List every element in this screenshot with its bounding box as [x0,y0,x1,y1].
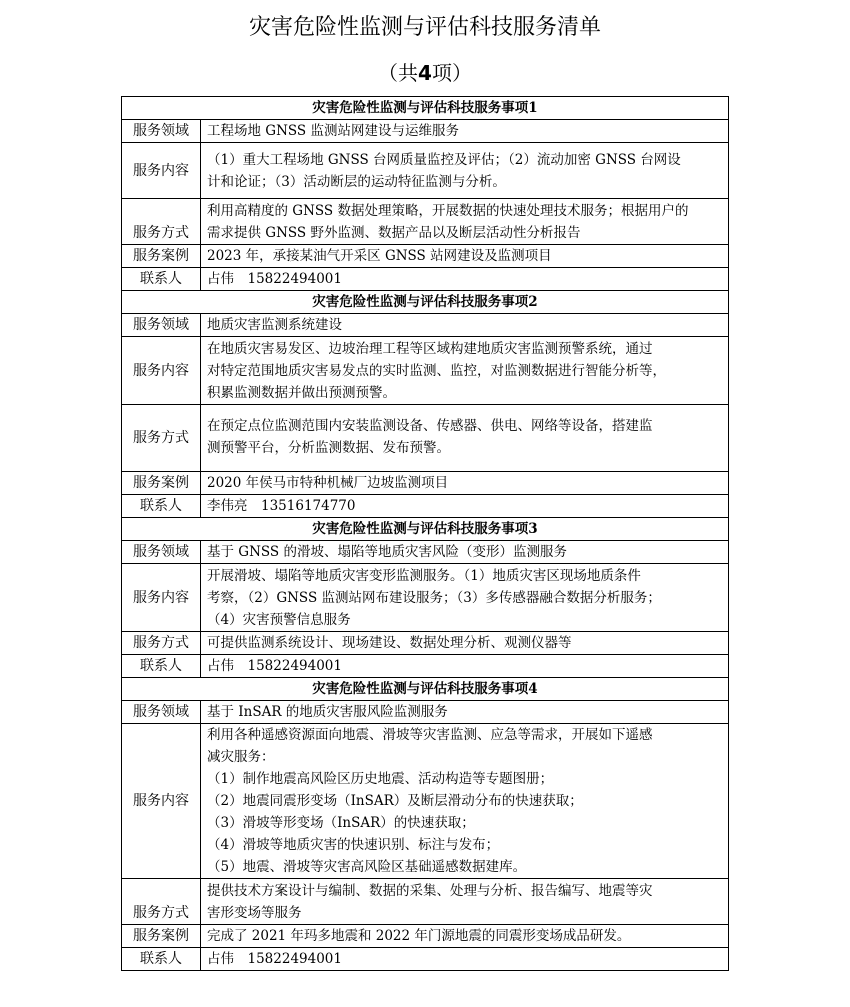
item-count-prefix: （共 [378,61,419,85]
domain-row [122,120,729,143]
item-header: 灾害危险性监测与评估科技服务事项4 [122,678,729,701]
text-line: 需求提供 GNSS 野外监测、数据产品以及断层活动性分析报告 [207,224,581,241]
text-line: 开展滑坡、塌陷等地质灾害变形监测服务。（1）地质灾害区现场地质条件 [207,567,641,584]
case-label: 服务案例 [122,245,201,268]
domain-row [122,314,729,337]
method-row [122,199,729,245]
text-line: 对特定范围地质灾害易发点的实时监测、监控，对监测数据进行智能分析等， [207,362,666,379]
text-line: 害形变场等服务 [207,904,302,921]
contact-row [122,495,729,518]
document-title: 灾害危险性监测与评估科技服务清单 [248,15,601,40]
text-line: （1）重大工程场地 GNSS 台网质量监控及评估；（2）流动加密 GNSS 台网设 [207,151,681,168]
item-count [0,58,850,88]
item-header: 灾害危险性监测与评估科技服务事项2 [122,291,729,314]
item-header-row [122,518,729,541]
domain-value: 工程场地 GNSS 监测站网建设与运维服务 [201,120,729,143]
contact-value: 李伟亮 13516174770 [201,495,729,518]
domain-label: 服务领域 [122,314,201,337]
text-line: （4）灾害预警信息服务 [207,611,351,628]
content-value [201,724,729,879]
text-line: 在地质灾害易发区、边坡治理工程等区域构建地质灾害监测预警系统，通过 [207,340,653,357]
text-line: 积累监测数据并做出预测预警。 [207,384,396,401]
content-row [122,337,729,405]
text-line: 测预警平台，分析监测数据、发布预警。 [207,440,450,456]
content-row [122,564,729,632]
domain-label: 服务领域 [122,541,201,564]
contact-row [122,268,729,291]
content-row [122,143,729,199]
item-count-number: 4 [418,61,432,85]
item-header-row [122,291,729,314]
method-label: 服务方式 [122,632,201,655]
text-line: （3）滑坡等形变场（InSAR）的快速获取； [207,815,475,831]
case-label: 服务案例 [122,925,201,948]
content-value [201,337,729,405]
contact-row [122,948,729,971]
case-value: 2020 年侯马市特种机械厂边坡监测项目 [201,472,729,495]
text-line: （2）地震同震形变场（InSAR）及断层滑动分布的快速获取； [207,793,583,809]
contact-label: 联系人 [122,948,201,971]
method-row [122,405,729,472]
content-label: 服务内容 [122,337,201,405]
item-header: 灾害危险性监测与评估科技服务事项3 [122,518,729,541]
method-label: 服务方式 [122,405,201,472]
item-header-row [122,678,729,701]
method-row [122,879,729,925]
contact-value: 占伟 15822494001 [201,948,729,971]
content-row [122,724,729,879]
contact-value: 占伟 15822494001 [201,655,729,678]
item-header: 灾害危险性监测与评估科技服务事项1 [122,97,729,120]
text-line: 提供技术方案设计与编制、数据的采集、处理与分析、报告编写、地震等灾 [207,882,653,899]
domain-value: 地质灾害监测系统建设 [201,314,729,337]
case-value: 完成了 2021 年玛多地震和 2022 年门源地震的同震形变场成品研发。 [201,925,729,948]
domain-label: 服务领域 [122,120,201,143]
method-value [201,405,729,472]
case-row [122,925,729,948]
case-row [122,245,729,268]
domain-value: 基于 InSAR 的地质灾害服风险监测服务 [201,701,729,724]
text-line: 计和论证；（3）活动断层的运动特征监测与分析。 [207,173,506,190]
text-line: （4）滑坡等地质灾害的快速识别、标注与发布； [207,837,500,853]
method-value: 可提供监测系统设计、现场建设、数据处理分析、观测仪器等 [201,632,729,655]
service-list-table [121,96,729,971]
domain-label: 服务领域 [122,701,201,724]
case-label: 服务案例 [122,472,201,495]
text-line: 利用各种遥感资源面向地震、滑坡等灾害监测、应急等需求，开展如下遥感 [207,727,653,743]
method-value [201,199,729,245]
method-label: 服务方式 [122,879,201,925]
case-row [122,472,729,495]
item-header-row [122,97,729,120]
text-line: （1）制作地震高风险区历史地震、活动构造等专题图册； [207,771,554,787]
method-value [201,879,729,925]
content-label: 服务内容 [122,564,201,632]
domain-value: 基于 GNSS 的滑坡、塌陷等地质灾害风险（变形）监测服务 [201,541,729,564]
text-line: 利用高精度的 GNSS 数据处理策略，开展数据的快速处理技术服务；根据用户的 [207,202,689,219]
contact-label: 联系人 [122,655,201,678]
method-label: 服务方式 [122,199,201,245]
content-value [201,143,729,199]
domain-row [122,541,729,564]
content-label: 服务内容 [122,143,201,199]
case-value: 2023 年，承接某油气开采区 GNSS 站网建设及监测项目 [201,245,729,268]
text-line: 在预定点位监测范围内安装监测设备、传感器、供电、网络等设备，搭建监 [207,418,653,434]
content-value [201,564,729,632]
method-row [122,632,729,655]
contact-label: 联系人 [122,495,201,518]
text-line: 考察，（2）GNSS 监测站网布建设服务；（3）多传感器融合数据分析服务； [207,589,661,606]
contact-value: 占伟 15822494001 [201,268,729,291]
text-line: 减灾服务： [207,749,275,765]
domain-row [122,701,729,724]
content-label: 服务内容 [122,724,201,879]
contact-row [122,655,729,678]
contact-label: 联系人 [122,268,201,291]
text-line: （5）地震、滑坡等灾害高风险区基础遥感数据建库。 [207,859,527,875]
item-count-suffix: 项） [431,61,472,85]
